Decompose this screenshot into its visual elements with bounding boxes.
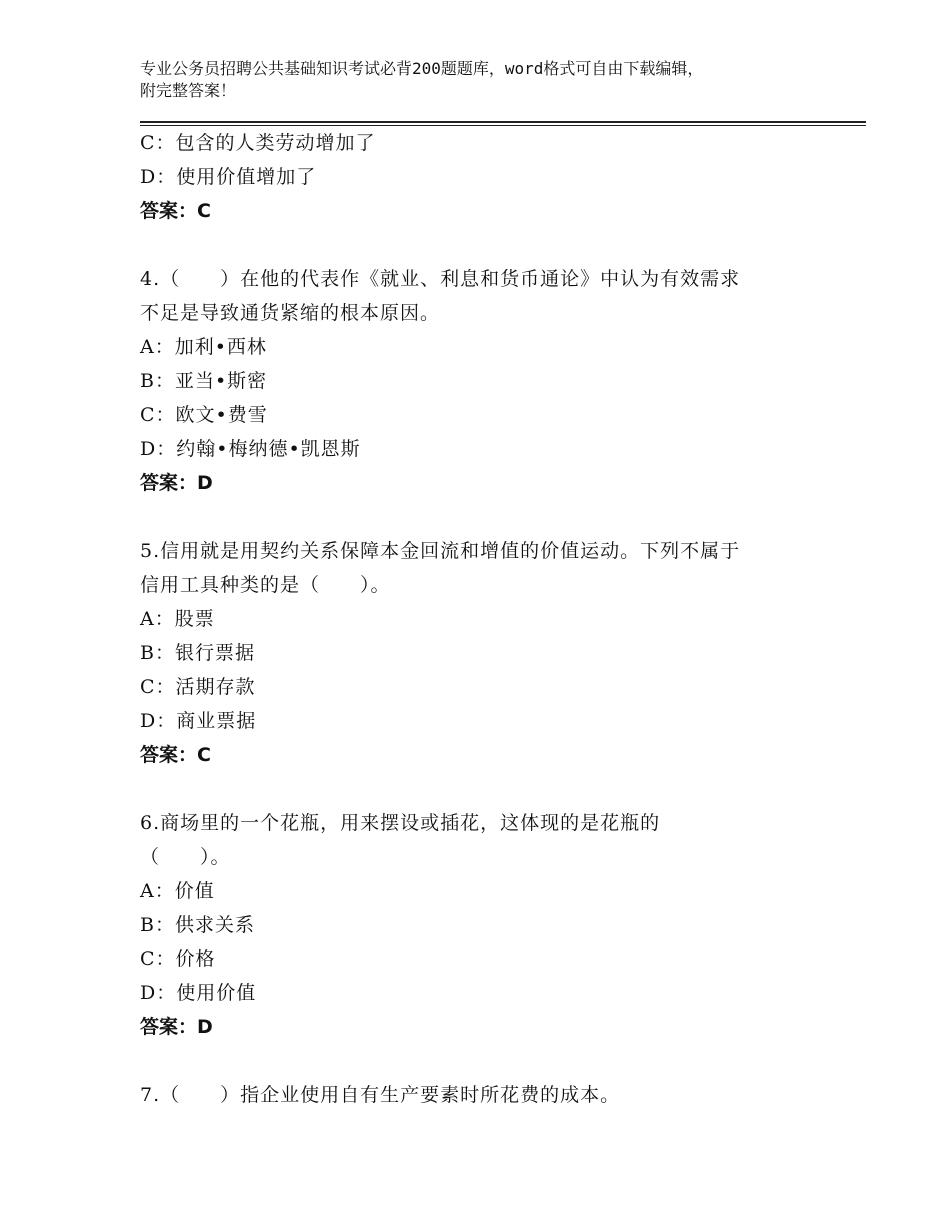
question-stem: （ ）。 bbox=[140, 846, 231, 868]
option-d: D：商业票据 bbox=[140, 710, 257, 732]
answer-line: 答案：D bbox=[140, 1016, 213, 1038]
header-rule-thick bbox=[140, 121, 866, 123]
spacer bbox=[140, 228, 820, 262]
question-content bbox=[140, 126, 820, 1112]
option-b: B：银行票据 bbox=[140, 642, 255, 664]
option-d: D：使用价值增加了 bbox=[140, 166, 317, 188]
option-d: D：约翰•梅纳德•凯恩斯 bbox=[140, 438, 361, 460]
question-4 bbox=[140, 262, 820, 500]
option-c: C：活期存款 bbox=[140, 676, 256, 698]
header-line-1: 专业公务员招聘公共基础知识考试必背200题题库，word格式可自由下载编辑， bbox=[140, 59, 704, 78]
option-b: B：亚当•斯密 bbox=[140, 370, 268, 392]
option-a: A：价值 bbox=[140, 880, 215, 902]
question-stem: 7.（ ）指企业使用自有生产要素时所花费的成本。 bbox=[140, 1084, 621, 1106]
question-6 bbox=[140, 806, 820, 1044]
header-line-2: 附完整答案！ bbox=[140, 81, 237, 100]
option-b: B：供求关系 bbox=[140, 914, 255, 936]
option-a: A：股票 bbox=[140, 608, 215, 630]
question-stem: 6.商场里的一个花瓶，用来摆设或插花，这体现的是花瓶的 bbox=[140, 812, 661, 834]
question-stem: 不足是导致通货紧缩的根本原因。 bbox=[140, 302, 441, 324]
question-stem: 4.（ ）在他的代表作《就业、利息和货币通论》中认为有效需求 bbox=[140, 268, 741, 290]
answer-line: 答案：C bbox=[140, 200, 211, 222]
question-5 bbox=[140, 534, 820, 772]
answer-line: 答案：C bbox=[140, 744, 211, 766]
question-stem: 信用工具种类的是（ ）。 bbox=[140, 574, 391, 596]
option-c: C：价格 bbox=[140, 948, 216, 970]
spacer bbox=[140, 1044, 820, 1078]
question-stem: 5.信用就是用契约关系保障本金回流和增值的价值运动。下列不属于 bbox=[140, 540, 741, 562]
option-c: C：欧文•费雪 bbox=[140, 404, 268, 426]
document-header bbox=[140, 58, 840, 102]
spacer bbox=[140, 772, 820, 806]
option-a: A：加利•西林 bbox=[140, 336, 267, 358]
option-c: C：包含的人类劳动增加了 bbox=[140, 132, 376, 154]
option-d: D：使用价值 bbox=[140, 982, 257, 1004]
question-7 bbox=[140, 1078, 820, 1112]
answer-line: 答案：D bbox=[140, 472, 213, 494]
spacer bbox=[140, 500, 820, 534]
question-3-continued bbox=[140, 126, 820, 228]
